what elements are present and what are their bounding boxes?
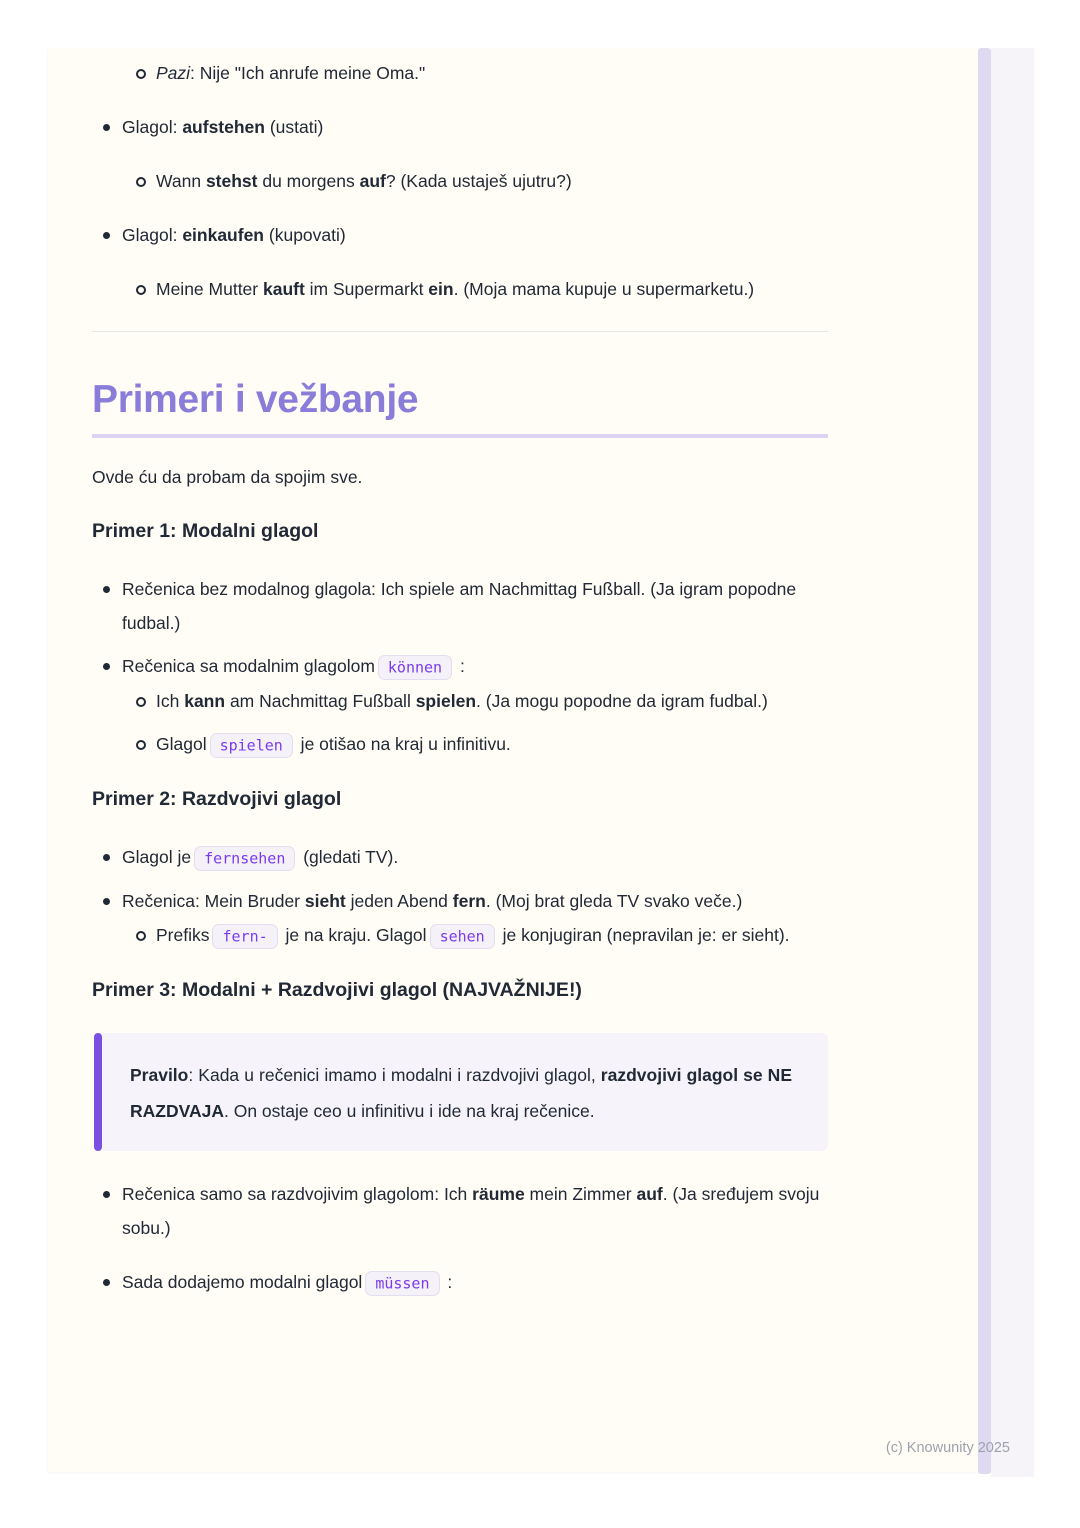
list-item <box>92 918 828 953</box>
bullet-list <box>92 1177 828 1300</box>
text-segment: am Nachmittag Fußball <box>225 691 416 711</box>
text-segment: im Supermarkt <box>304 279 429 299</box>
bullet-circle-icon <box>136 697 146 707</box>
list-item-text <box>122 225 346 245</box>
text-segment: fern <box>452 891 486 911</box>
callout-text <box>130 1065 792 1121</box>
list-item-text <box>122 847 398 867</box>
section-heading: Primer 1: Modalni glagol <box>92 520 319 542</box>
list-item-text <box>156 63 425 83</box>
text-segment: Prefiks <box>156 925 210 945</box>
list-item <box>92 272 828 306</box>
bullet-list <box>92 572 828 762</box>
bullet-disc-icon <box>103 663 110 670</box>
list-item-text <box>156 925 790 945</box>
list-item-text <box>156 171 572 191</box>
list-item-text <box>156 279 754 299</box>
bullet-circle-icon <box>136 69 146 79</box>
text-segment: razdvojivi glagol se NE RAZDVAJA <box>130 1065 792 1121</box>
text-segment: Rečenica samo sa razdvojivim glagolom: Ich <box>122 1184 473 1204</box>
section-heading: Primer 2: Razdvojivi glagol <box>92 788 342 810</box>
text-segment: : <box>442 1272 453 1292</box>
bullet-circle-icon <box>136 177 146 187</box>
bullet-disc-icon <box>103 1279 110 1286</box>
list-item-text <box>156 691 768 711</box>
list-item-text <box>122 891 742 911</box>
list-item <box>92 56 828 90</box>
text-segment: (kupovati) <box>264 225 346 245</box>
page-edge-bar <box>978 48 991 1474</box>
text-segment: auf <box>359 171 386 191</box>
content <box>92 48 828 1300</box>
text-segment: Pazi <box>156 63 191 83</box>
list-item-text <box>122 1184 819 1238</box>
text-segment: ? (Kada ustaješ ujutru?) <box>385 171 572 191</box>
list-item <box>92 572 828 640</box>
list-item <box>92 1265 828 1300</box>
inline-code-badge: können <box>378 655 452 680</box>
text-segment: je na kraju. Glagol <box>280 925 427 945</box>
list-item <box>92 840 828 875</box>
text-segment: sieht <box>304 891 346 911</box>
list-item <box>92 727 828 762</box>
text-segment: Glagol: <box>122 225 183 245</box>
text-segment: Glagol je <box>122 847 192 867</box>
text-segment: . On ostaje ceo u infinitivu i ide na kraj rečenice. <box>224 1101 595 1121</box>
text-segment: auf <box>636 1184 663 1204</box>
text-segment: kauft <box>262 279 305 299</box>
inline-code-badge: spielen <box>210 733 293 758</box>
text-segment: Wann <box>156 171 206 191</box>
bullet-disc-icon <box>103 586 110 593</box>
list-item <box>92 649 828 684</box>
text-segment: Pravilo <box>130 1065 189 1085</box>
text-segment: Rečenica: Mein Bruder <box>122 891 305 911</box>
text-segment: Rečenica sa modalnim glagolom <box>122 656 375 676</box>
text-segment: räume <box>472 1184 525 1204</box>
text-segment: Sada dodajemo modalni glagol <box>122 1272 363 1292</box>
page-edge-strip <box>991 48 1034 1477</box>
inline-code-badge: fern- <box>212 924 277 949</box>
text-segment: . (Ja mogu popodne da igram fudbal.) <box>476 691 768 711</box>
text-segment: Glagol <box>156 734 207 754</box>
list-item-text <box>122 579 796 633</box>
callout-accent-bar <box>94 1033 102 1151</box>
page-title: Primeri i vežbanje <box>92 378 828 438</box>
divider <box>92 331 828 332</box>
list-item <box>92 684 828 718</box>
bullet-circle-icon <box>136 740 146 750</box>
text-segment: spielen <box>415 691 477 711</box>
bullet-disc-icon <box>103 1191 110 1198</box>
callout <box>94 1033 828 1151</box>
bullet-list <box>92 56 828 306</box>
text-segment: kann <box>184 691 226 711</box>
list-item <box>92 884 828 918</box>
bullet-disc-icon <box>103 232 110 239</box>
text-segment: je otišao na kraj u infinitivu. <box>295 734 511 754</box>
watermark: (c) Knowunity 2025 <box>885 1440 1010 1456</box>
list-item-text <box>156 734 511 754</box>
text-segment: Glagol: <box>122 117 183 137</box>
bullet-circle-icon <box>136 931 146 941</box>
list-item <box>92 110 828 144</box>
text-segment: . (Moja mama kupuje u supermarketu.) <box>453 279 755 299</box>
list-item <box>92 164 828 198</box>
intro-paragraph: Ovde ću da probam da spojim sve. <box>92 467 363 487</box>
text-segment: : Nije "Ich anrufe meine Oma." <box>190 63 426 83</box>
inline-code-badge: sehen <box>430 924 495 949</box>
text-segment: (ustati) <box>264 117 324 137</box>
text-segment: stehst <box>205 171 258 191</box>
list-item-text <box>122 656 465 676</box>
text-segment: ein <box>428 279 454 299</box>
section-heading: Primer 3: Modalni + Razdvojivi glagol (NAJVAŽNIJE!) <box>92 979 582 1001</box>
inline-code-badge: fernsehen <box>194 846 295 871</box>
text-segment: Rečenica bez modalnog glagola: Ich spiele am Nachmittag Fußball. (Ja igram popodne fudbal.) <box>122 579 797 633</box>
text-segment: je konjugiran (nepravilan je: er sieht). <box>497 925 790 945</box>
text-segment: du morgens <box>257 171 360 191</box>
inline-code-badge: müssen <box>365 1271 439 1296</box>
text-segment: . (Ja sređujem svoju sobu.) <box>122 1184 820 1238</box>
text-segment: Ich <box>156 691 185 711</box>
text-segment: : <box>455 656 465 676</box>
text-segment: einkaufen <box>182 225 265 245</box>
list-item <box>92 1177 828 1245</box>
text-segment: . (Moj brat gleda TV svako veče.) <box>485 891 743 911</box>
bullet-list <box>92 840 828 953</box>
list-item-text <box>122 117 323 137</box>
list-item-text <box>122 1272 452 1292</box>
text-segment: Meine Mutter <box>156 279 263 299</box>
text-segment: (gledati TV). <box>298 847 399 867</box>
text-segment: mein Zimmer <box>524 1184 637 1204</box>
text-segment: : Kada u rečenici imamo i modalni i razdvojivi glagol, <box>188 1065 601 1085</box>
bullet-circle-icon <box>136 285 146 295</box>
bullet-disc-icon <box>103 898 110 905</box>
bullet-disc-icon <box>103 854 110 861</box>
list-item <box>92 218 828 252</box>
text-segment: aufstehen <box>182 117 265 137</box>
text-segment: jeden Abend <box>345 891 453 911</box>
bullet-disc-icon <box>103 124 110 131</box>
